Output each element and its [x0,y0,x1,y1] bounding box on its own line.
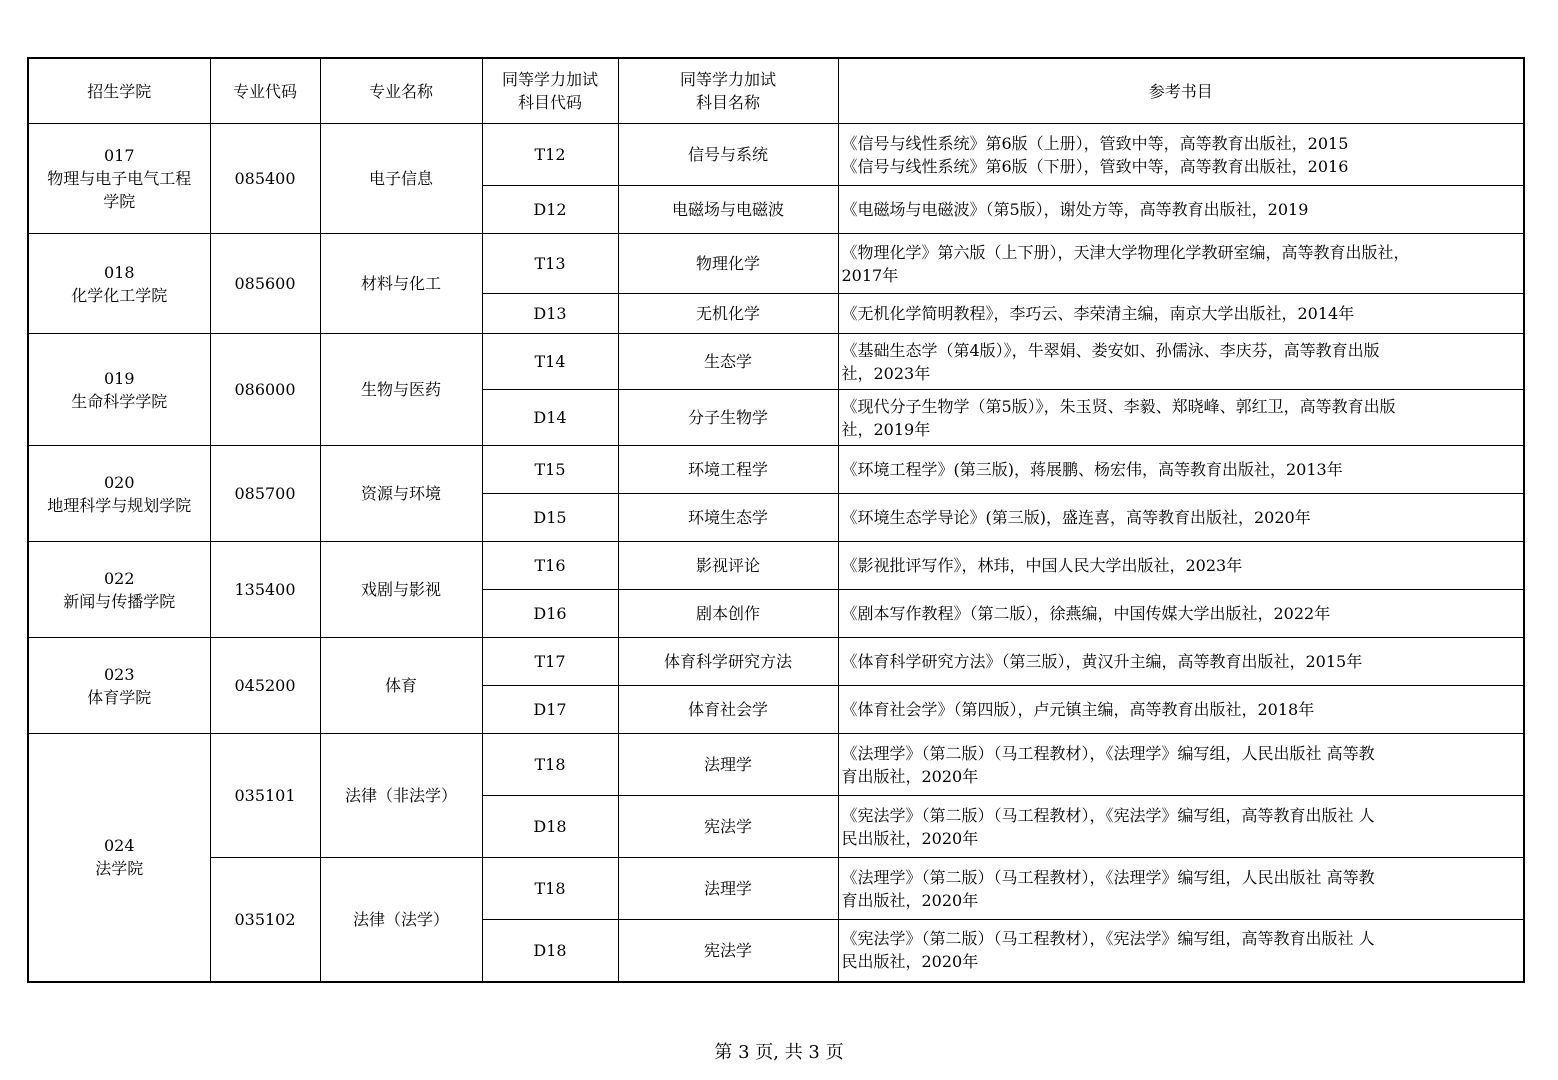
books-line: 《基础生态学（第4版）》，牛翠娟、娄安如、孙儒泳、李庆芬，高等教育出版 [841,340,1380,360]
reference-books-table [27,57,1525,983]
books-cell [838,494,1524,542]
college-name: 体育学院 [87,687,152,707]
books-cell [838,638,1524,686]
college-cell [28,124,210,234]
books-line-continued: 社，2019年 [841,419,931,439]
college-cell [28,734,210,982]
college-name: 地理科学与规划学院 [47,495,192,515]
subject-code-cell: T15 [482,446,618,494]
books-cell [838,186,1524,234]
major-name-cell: 戏剧与影视 [320,542,482,638]
table-row [28,734,1524,796]
major-code-cell: 085600 [210,234,320,334]
college-name: 化学化工学院 [71,285,168,305]
subject-code-cell: T18 [482,734,618,796]
college-code: 022 [103,568,135,588]
major-code-cell: 086000 [210,334,320,446]
college-cell [28,638,210,734]
college-name: 新闻与传播学院 [63,591,176,611]
subject-code-cell: D13 [482,294,618,334]
books-line-continued: 民出版社，2020年 [841,952,979,972]
books-line: 《影视批评写作》，林玮，中国人民大学出版社，2023年 [841,556,1243,575]
college-code: 017 [103,146,135,165]
header-exam-name-line2: 科目名称 [695,93,760,112]
subject-code-cell: D16 [482,590,618,638]
subject-code-cell: T12 [482,124,618,186]
books-line: 《环境工程学》(第三版)，蒋展鹏、杨宏伟，高等教育出版社，2013年 [841,460,1343,479]
college-code: 023 [103,664,135,684]
subject-name-cell: 法理学 [618,734,838,796]
books-line-continued: 《信号与线性系统》第6版（下册），管致中等，高等教育出版社，2016 [841,156,1349,176]
books-line: 《电磁场与电磁波》（第5版），谢处方等，高等教育出版社，2019 [841,200,1309,219]
books-cell [838,542,1524,590]
header-exam-code [482,58,618,124]
subject-code-cell: T16 [482,542,618,590]
books-cell [838,446,1524,494]
books-cell [838,124,1524,186]
header-exam-name-line1: 同等学力加试 [679,70,776,89]
books-line: 《宪法学》（第二版）（马工程教材），《宪法学》编写组，高等教育出版社 人 [841,805,1375,825]
books-cell [838,796,1524,858]
major-name-cell: 电子信息 [320,124,482,234]
books-cell [838,334,1524,390]
college-name: 物理与电子电气工程 [47,169,192,188]
subject-name-cell: 宪法学 [618,796,838,858]
college-cell [28,234,210,334]
college-cell [28,542,210,638]
header-books: 参考书目 [838,58,1524,124]
books-cell [838,390,1524,446]
major-name-cell: 法律（法学） [320,858,482,982]
subject-code-cell: D17 [482,686,618,734]
subject-code-cell: T13 [482,234,618,294]
college-code: 019 [103,368,135,388]
books-line-continued: 民出版社，2020年 [841,828,979,848]
books-line-continued: 社，2023年 [841,363,931,383]
table-row [28,858,1524,920]
subject-code-cell: D18 [482,920,618,982]
college-code: 018 [103,262,135,282]
table-header-row [28,58,1524,124]
books-line: 《无机化学简明教程》，李巧云、李荣清主编，南京大学出版社，2014年 [841,304,1355,323]
books-cell [838,294,1524,334]
subject-name-cell: 生态学 [618,334,838,390]
header-major-name: 专业名称 [320,58,482,124]
header-exam-name [618,58,838,124]
subject-code-cell: D12 [482,186,618,234]
books-line: 《信号与线性系统》第6版（上册），管致中等，高等教育出版社，2015 [841,133,1349,153]
books-line: 《体育科学研究方法》（第三版），黄汉升主编，高等教育出版社，2015年 [841,652,1363,671]
subject-name-cell: 法理学 [618,858,838,920]
subject-name-cell: 影视评论 [618,542,838,590]
major-name-cell: 法律（非法学） [320,734,482,858]
major-name-cell: 体育 [320,638,482,734]
books-cell [838,590,1524,638]
major-code-cell: 035102 [210,858,320,982]
books-line: 《剧本写作教程》（第二版），徐燕编，中国传媒大学出版社，2022年 [841,604,1331,623]
table-row [28,446,1524,494]
reference-books-table-wrapper [27,57,1523,983]
major-code-cell: 045200 [210,638,320,734]
table-row [28,542,1524,590]
table-row [28,334,1524,390]
books-line-continued: 2017年 [841,265,899,285]
books-cell [838,686,1524,734]
books-cell [838,734,1524,796]
subject-name-cell: 无机化学 [618,294,838,334]
subject-name-cell: 体育社会学 [618,686,838,734]
books-line-continued: 育出版社，2020年 [841,766,979,786]
books-line: 《法理学》（第二版）（马工程教材），《法理学》编写组，人民出版社 高等教 [841,867,1375,887]
college-code: 020 [103,472,135,492]
subject-code-cell: D15 [482,494,618,542]
books-line: 《物理化学》第六版（上下册），天津大学物理化学教研室编，高等教育出版社， [841,242,1410,262]
major-name-cell: 资源与环境 [320,446,482,542]
college-cell [28,446,210,542]
table-row [28,638,1524,686]
books-cell [838,920,1524,982]
subject-name-cell: 剧本创作 [618,590,838,638]
subject-name-cell: 电磁场与电磁波 [618,186,838,234]
college-cell [28,334,210,446]
table-row [28,124,1524,186]
header-exam-code-line2: 科目代码 [517,93,582,112]
books-line: 《宪法学》（第二版）（马工程教材），《宪法学》编写组，高等教育出版社 人 [841,929,1375,949]
books-cell [838,234,1524,294]
books-cell [838,858,1524,920]
subject-name-cell: 宪法学 [618,920,838,982]
college-name-line2: 学院 [103,192,136,211]
books-line: 《法理学》（第二版）（马工程教材），《法理学》编写组，人民出版社 高等教 [841,743,1375,763]
header-college: 招生学院 [28,58,210,124]
subject-name-cell: 分子生物学 [618,390,838,446]
header-major-code: 专业代码 [210,58,320,124]
major-code-cell: 035101 [210,734,320,858]
subject-name-cell: 体育科学研究方法 [618,638,838,686]
college-name: 法学院 [95,859,144,879]
subject-name-cell: 信号与系统 [618,124,838,186]
subject-code-cell: T17 [482,638,618,686]
college-name: 生命科学学院 [71,391,168,411]
table-row [28,234,1524,294]
major-code-cell: 135400 [210,542,320,638]
subject-code-cell: D14 [482,390,618,446]
subject-code-cell: T18 [482,858,618,920]
subject-name-cell: 环境工程学 [618,446,838,494]
major-code-cell: 085700 [210,446,320,542]
header-exam-code-line1: 同等学力加试 [501,70,598,89]
books-line: 《环境生态学导论》(第三版)，盛连喜，高等教育出版社，2020年 [841,508,1311,527]
major-name-cell: 材料与化工 [320,234,482,334]
subject-name-cell: 物理化学 [618,234,838,294]
books-line: 《体育社会学》（第四版），卢元镇主编，高等教育出版社，2018年 [841,700,1315,719]
page-footer: 第 3 页, 共 3 页 [714,1042,844,1063]
books-line: 《现代分子生物学（第5版）》，朱玉贤、李毅、郑晓峰、郭红卫，高等教育出版 [841,396,1396,416]
college-code: 024 [103,836,135,856]
subject-code-cell: T14 [482,334,618,390]
books-line-continued: 育出版社，2020年 [841,890,979,910]
subject-code-cell: D18 [482,796,618,858]
subject-name-cell: 环境生态学 [618,494,838,542]
major-code-cell: 085400 [210,124,320,234]
major-name-cell: 生物与医药 [320,334,482,446]
